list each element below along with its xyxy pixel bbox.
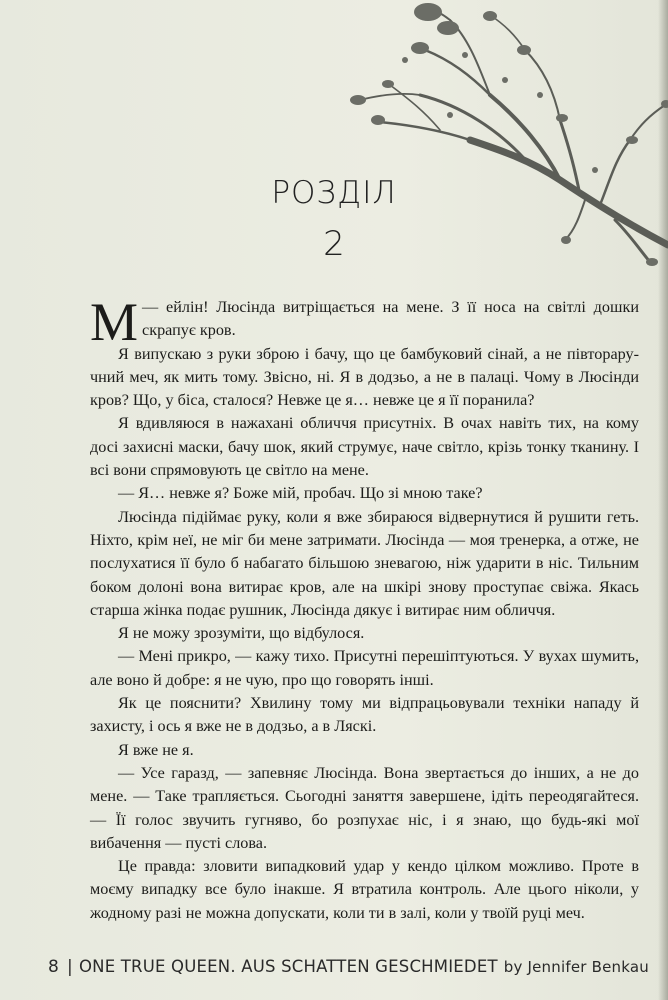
paragraph-9: Я вже не я.	[118, 740, 194, 759]
paragraph-10: — Усе гаразд, — запевняє Люсінда. Вона звертається до інших, а не до мене. — Таке трапляється. Сьогодні заняття завершене, ідіть переодягайтеся. — Її голос звучить гугняво, бо розпухає ніс, і я знаю, що будь-які мої вибачення — пусті слова.	[90, 763, 639, 852]
footer-separator: |	[67, 957, 73, 977]
book-title: ONE TRUE QUEEN. AUS SCHATTEN GESCHMIEDET	[78, 957, 498, 976]
chapter-number: 2	[323, 224, 345, 264]
paragraph-2: Я випускаю з руки зброю і бачу, що це бамбуковий сінай, а не півтораручний меч, як мить тому. Звісно, ні. Я в додзьо, а не в палаці. Чому в Люсінди кров? Що, у біса, сталося? Невже це я… невже це я її поранила?	[90, 344, 639, 410]
drop-cap: М	[90, 292, 139, 352]
paragraph-5: Люсінда підіймає руку, коли я вже збираюся відвернутися й рушити геть. Ніхто, крім неї, не міг би мене затримати. Люсінда — моя тренерка, а отже, не послухатися її було б набагато більшою зневагою, ніж ударити в ніс. Тильним боком долоні вона витирає кров, але на шкірі знову проступає свіжа. Якась старша жінка подає рушник, Люсінда дякує і витирає ним обличчя.	[90, 507, 639, 619]
paragraph-8: Як це пояснити? Хвилину тому ми відпрацьовували техніки нападу й захисту, і ось я вже не в додзьо, а в Ляскі.	[90, 694, 639, 736]
paragraph-4: — Я… невже я? Боже мій, пробач. Що зі мною таке?	[118, 484, 483, 503]
page-number: 8	[48, 957, 60, 977]
dash: —	[142, 298, 159, 316]
running-footer	[48, 957, 648, 977]
author-byline: by Jennifer Benkau	[503, 958, 649, 976]
paragraph-11: Це правда: зловити випадковий удар у кендо цілком можливо. Проте в моєму випадку все було інакше. Я втратила контроль. Але цього ніколи, у жодному разі не можна допускати, коли ти в залі, коли у твоїй руці меч.	[90, 857, 639, 922]
paragraph-7: — Мені прикро, — кажу тихо. Присутні перешіптуються. У вухах шумить, але воно й добре: я не чую, про що говорять інші.	[90, 647, 639, 689]
paragraph-6: Я не можу зрозуміти, що відбулося.	[118, 624, 365, 643]
chapter-body	[90, 292, 639, 925]
chapter-label: РОЗДІЛ	[271, 175, 397, 211]
paragraph-1	[90, 292, 639, 352]
paragraph-1-text: ейлін! Люсінда витріщається на мене. З її носа на світлі дошки скрапує кров.	[142, 298, 639, 340]
paragraph-3: Я вдивляюся в нажахані обличчя присутніх. В очах навіть тих, на кому досі захисні маски, бачу шок, який струмує, наче світло, крізь тонку тканину. І всі вони спрямовують це світло на мене.	[90, 414, 639, 480]
